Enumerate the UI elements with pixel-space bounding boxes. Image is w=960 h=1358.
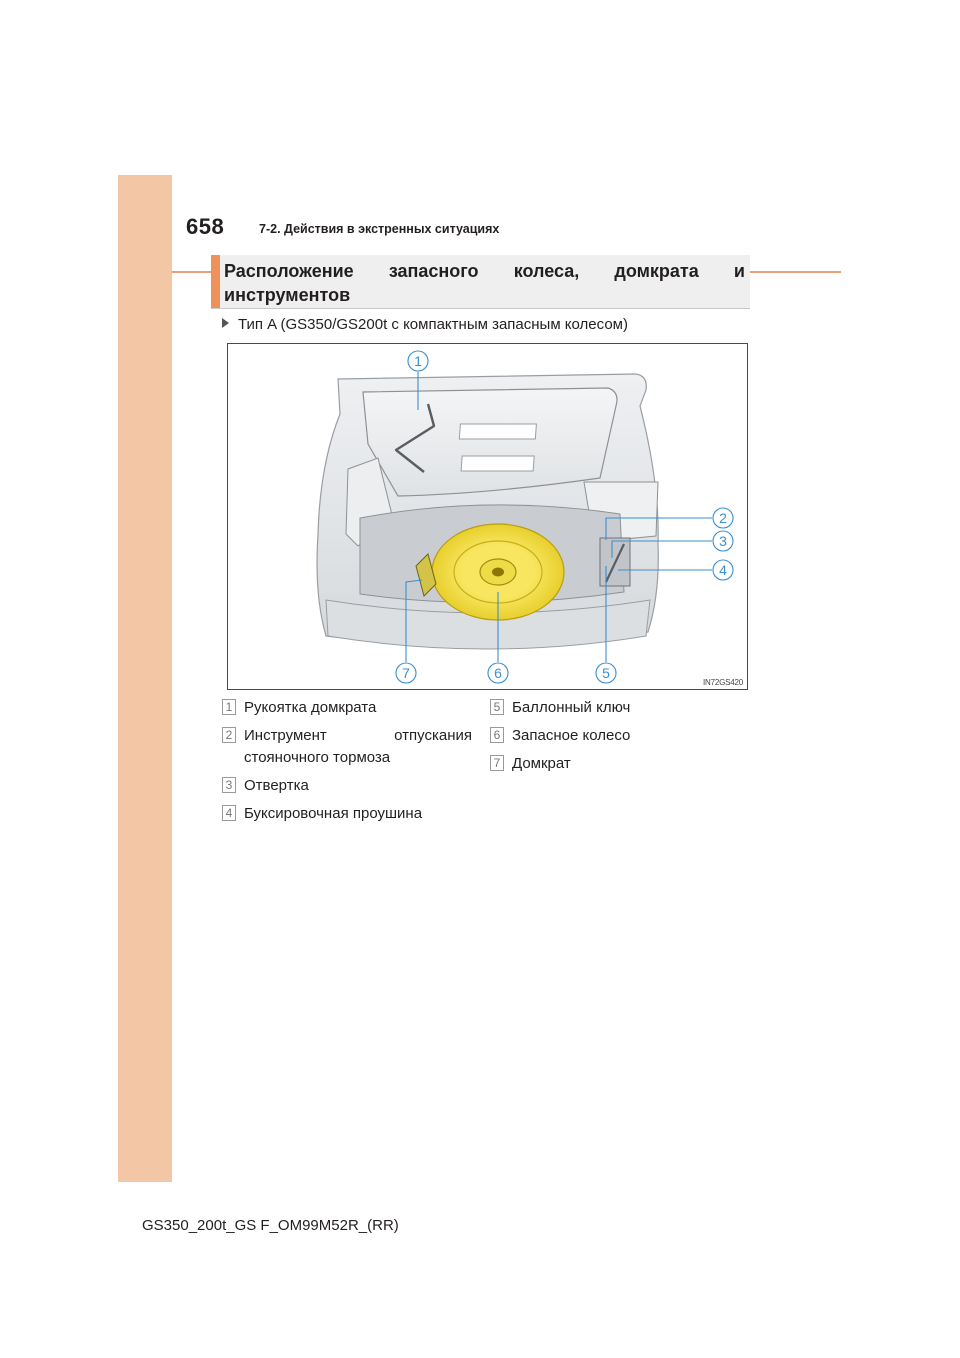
- lid-handle-bottom: [461, 456, 534, 471]
- legend-number: 2: [222, 727, 236, 743]
- legend-text: Баллонный ключ: [512, 699, 631, 716]
- legend-number: 3: [222, 777, 236, 793]
- heading-box: [211, 255, 750, 309]
- footer-doc-code: GS350_200t_GS F_OM99M52R_(RR): [142, 1217, 399, 1234]
- legend-text: Рукоятка домкрата: [244, 699, 377, 716]
- figure-code: IN72GS420: [702, 678, 743, 687]
- lid-handle-top: [459, 424, 536, 439]
- callout-6: 6: [494, 665, 502, 681]
- legend-number: 1: [222, 699, 236, 715]
- subtype-label: Тип A (GS350/GS200t с компактным запасным колесом): [238, 316, 628, 333]
- subtype-line: [222, 316, 628, 333]
- legend-text: Запасное колесо: [512, 727, 631, 744]
- trunk-diagram: [228, 344, 747, 689]
- callout-5: 5: [602, 665, 610, 681]
- callout-4: 4: [719, 562, 727, 578]
- legend-text: Домкрат: [512, 755, 571, 772]
- trunk-illustration: [227, 343, 748, 690]
- side-color-band: [118, 175, 172, 1182]
- legend-text: Буксировочная проушина: [244, 805, 423, 822]
- legend-text: Инструмент отпускания стояночного тормоза: [244, 727, 472, 766]
- legend-number: 4: [222, 805, 236, 821]
- callout-2: 2: [719, 510, 727, 526]
- callout-3: 3: [719, 533, 727, 549]
- trunk-lid: [363, 388, 617, 496]
- callout-7: 7: [402, 665, 410, 681]
- section-title: 7-2. Действия в экстренных ситуациях: [259, 222, 500, 236]
- legend-text: Отвертка: [244, 777, 309, 794]
- legend-number: 6: [490, 727, 504, 743]
- page-number: 658: [186, 214, 225, 239]
- heading-accent-bar: [211, 255, 220, 308]
- triangle-bullet-icon: [222, 318, 229, 328]
- legend-number: 5: [490, 699, 504, 715]
- spare-wheel-center: [492, 568, 504, 577]
- legend-number: 7: [490, 755, 504, 771]
- heading-text: Расположение запасного колеса, домкрата и инструментов: [224, 261, 745, 305]
- callout-1: 1: [414, 353, 422, 369]
